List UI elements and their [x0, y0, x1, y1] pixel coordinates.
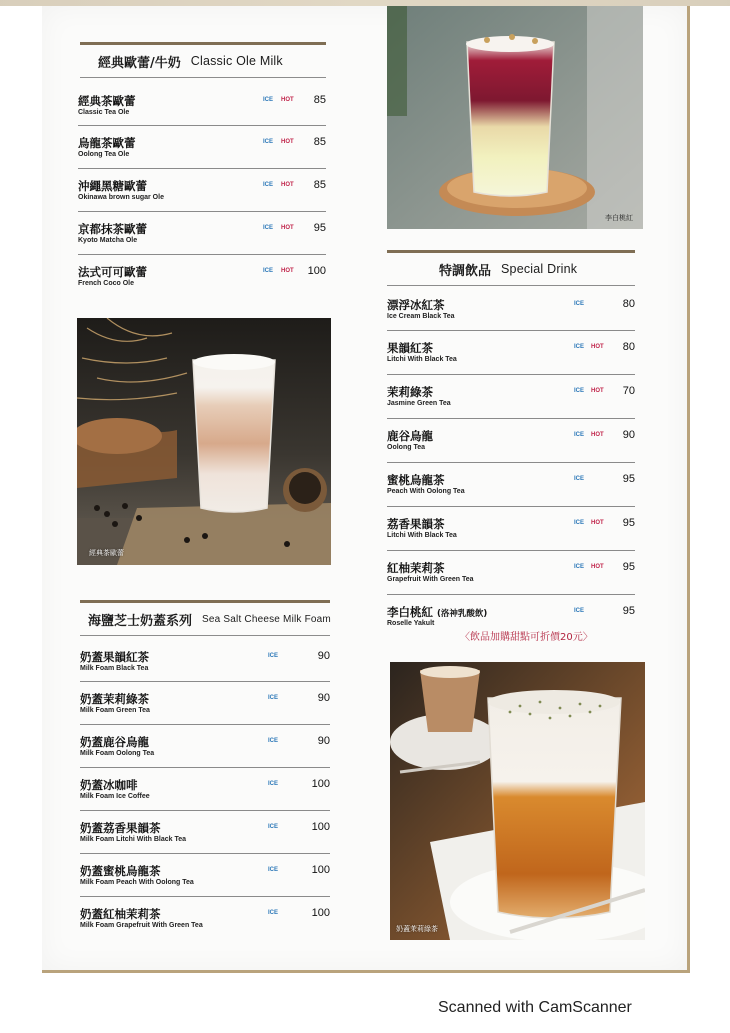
dessert-discount-note: 〈飲品加購甜點可折價20元〉: [460, 632, 593, 643]
ice-badge: ICE: [268, 695, 279, 701]
list-item: [387, 419, 635, 463]
roselle-yakult-photo: [387, 6, 643, 229]
classic-ole-title-zh: 經典歐蕾/牛奶: [98, 55, 181, 71]
item-name-zh: 漂浮冰紅茶: [387, 298, 445, 312]
item-price: 95: [622, 517, 635, 529]
layered-drink-image: [387, 6, 643, 229]
item-name-en: Milk Foam Grapefruit With Green Tea: [80, 922, 203, 929]
item-price: 90: [317, 650, 330, 662]
ice-badge: ICE: [263, 182, 274, 188]
classic-ole-header: [80, 42, 326, 78]
item-name-en: Milk Foam Ice Coffee: [80, 793, 150, 800]
ice-badge: ICE: [268, 653, 279, 659]
item-price: 85: [313, 136, 326, 148]
list-item: [78, 212, 326, 255]
item-name-zh: 烏龍茶歐蕾: [78, 136, 136, 150]
ice-badge: ICE: [268, 824, 279, 830]
ice-badge: ICE: [263, 97, 274, 103]
hot-badge: HOT: [281, 139, 294, 145]
hot-badge: HOT: [281, 182, 294, 188]
milk-foam-header: [80, 600, 330, 636]
list-item: [78, 169, 326, 212]
item-name-zh: 奶蓋果韻紅茶: [80, 650, 149, 664]
list-item: [80, 811, 330, 854]
special-drink-title-zh: 特調飲品: [439, 263, 492, 279]
roselle-photo-caption: 李白桃紅: [605, 214, 633, 222]
ice-badge: ICE: [574, 476, 585, 482]
list-item: [387, 507, 635, 551]
item-name-zh: 法式可可歐蕾: [78, 265, 147, 279]
item-name-en: Milk Foam Oolong Tea: [80, 750, 155, 757]
item-price: 80: [622, 298, 635, 310]
item-price: 85: [313, 94, 326, 106]
classic-tea-ole-photo: [77, 318, 331, 565]
item-name-zh: 鹿谷烏龍: [387, 429, 433, 443]
item-name-en: Milk Foam Green Tea: [80, 707, 150, 714]
item-name-en: Litchi With Black Tea: [387, 532, 457, 539]
item-price: 95: [622, 473, 635, 485]
list-item: [80, 854, 330, 897]
item-price: 85: [313, 179, 326, 191]
list-item: [387, 331, 635, 375]
ice-badge: ICE: [263, 268, 274, 274]
item-name-zh: 奶蓋荔香果韻茶: [80, 821, 161, 835]
list-item: [387, 551, 635, 595]
item-price: 80: [622, 341, 635, 353]
item-name-en: Milk Foam Black Tea: [80, 665, 149, 672]
item-name-zh: 荔香果韻茶: [387, 517, 445, 531]
item-name-zh: 奶蓋鹿谷烏龍: [80, 735, 149, 749]
classic-ole-list: [78, 84, 326, 297]
item-name-zh: 京都抹茶歐蕾: [78, 222, 147, 236]
item-name-en: French Coco Ole: [78, 280, 135, 287]
foam-photo-caption: 奶蓋茉莉綠茶: [396, 925, 438, 933]
hot-badge: HOT: [281, 97, 294, 103]
item-name-en: Milk Foam Litchi With Black Tea: [80, 836, 186, 843]
ice-badge: ICE: [268, 781, 279, 787]
ice-badge: ICE: [268, 867, 279, 873]
scanner-watermark: Scanned with CamScanner: [438, 999, 632, 1016]
ice-badge: ICE: [574, 388, 585, 394]
item-price: 90: [317, 735, 330, 747]
item-name-zh: 紅柚茉莉茶: [387, 561, 445, 575]
item-name-en: Classic Tea Ole: [78, 109, 130, 116]
ice-badge: ICE: [574, 564, 585, 570]
ice-badge: ICE: [263, 225, 274, 231]
milk-foam-title-en: Sea Salt Cheese Milk Foam: [202, 613, 331, 625]
classic-ole-title-en: Classic Ole Milk: [190, 54, 283, 68]
item-price: 95: [313, 222, 326, 234]
item-name-en: Kyoto Matcha Ole: [78, 237, 138, 244]
item-name-zh: 奶蓋蜜桃烏龍茶: [80, 864, 161, 878]
item-name-zh: 經典茶歐蕾: [78, 94, 136, 108]
item-name-en: Oolong Tea Ole: [78, 151, 130, 158]
hot-badge: HOT: [591, 432, 604, 438]
item-name-en: Roselle Yakult: [387, 620, 435, 627]
list-item: [387, 288, 635, 331]
hot-badge: HOT: [591, 388, 604, 394]
ice-badge: ICE: [574, 608, 585, 614]
item-name-zh: 沖繩黑糖歐蕾: [78, 179, 147, 193]
hot-badge: HOT: [591, 344, 604, 350]
item-name-en: Milk Foam Peach With Oolong Tea: [80, 879, 194, 886]
special-drink-header: [387, 250, 635, 286]
item-price: 95: [622, 605, 635, 617]
item-name-en: Grapefruit With Green Tea: [387, 576, 474, 583]
item-name-zh: 蜜桃烏龍茶: [387, 473, 445, 487]
list-item: [80, 640, 330, 682]
item-name-zh: 茉莉綠茶: [387, 385, 433, 399]
hot-badge: HOT: [591, 520, 604, 526]
item-name-en: Peach With Oolong Tea: [387, 488, 465, 495]
hot-badge: HOT: [591, 564, 604, 570]
list-item: [387, 375, 635, 419]
item-price: 100: [311, 907, 330, 919]
item-price: 70: [622, 385, 635, 397]
item-name-zh-note: (洛神乳酸飲): [437, 609, 488, 619]
list-item: [387, 463, 635, 507]
list-item: [80, 725, 330, 768]
ice-badge: ICE: [574, 520, 585, 526]
hot-badge: HOT: [281, 268, 294, 274]
item-price: 90: [317, 692, 330, 704]
item-name-en: Jasmine Green Tea: [387, 400, 451, 407]
item-name-zh-main: 李白桃紅: [387, 605, 433, 619]
item-price: 100: [311, 864, 330, 876]
list-item: [80, 897, 330, 939]
ice-badge: ICE: [268, 910, 279, 916]
item-name-en: Ice Cream Black Tea: [387, 313, 455, 320]
latte-glass-image: [77, 318, 331, 565]
ice-badge: ICE: [574, 301, 585, 307]
item-price: 100: [311, 821, 330, 833]
item-name-en: Oolong Tea: [387, 444, 425, 451]
special-drink-title-en: Special Drink: [501, 262, 578, 276]
item-name-en: Litchi With Black Tea: [387, 356, 457, 363]
item-name-zh: 果韻紅茶: [387, 341, 433, 355]
list-item: [80, 682, 330, 725]
menu-page: [42, 6, 690, 973]
item-name-zh: [387, 604, 487, 620]
item-price: 95: [622, 561, 635, 573]
item-price: 100: [311, 778, 330, 790]
item-name-zh: 奶蓋紅柚茉莉茶: [80, 907, 161, 921]
classic-photo-caption: 經典茶歐蕾: [89, 549, 124, 557]
milk-foam-tea-image: [390, 662, 645, 940]
ice-badge: ICE: [268, 738, 279, 744]
item-name-zh: 奶蓋茉莉綠茶: [80, 692, 149, 706]
list-item: [80, 768, 330, 811]
ice-badge: ICE: [574, 344, 585, 350]
item-price: 90: [622, 429, 635, 441]
milk-foam-list: [80, 640, 330, 939]
item-name-en: Okinawa brown sugar Ole: [78, 194, 164, 201]
item-name-zh: 奶蓋冰咖啡: [80, 778, 138, 792]
ice-badge: ICE: [574, 432, 585, 438]
ice-badge: ICE: [263, 139, 274, 145]
milk-foam-title-zh: 海鹽芝士奶蓋系列: [88, 613, 193, 629]
special-drink-list: [387, 288, 635, 635]
item-price: 100: [307, 265, 326, 277]
list-item: [78, 84, 326, 126]
list-item: [78, 255, 326, 297]
hot-badge: HOT: [281, 225, 294, 231]
list-item: [78, 126, 326, 169]
milk-foam-jasmine-photo: [390, 662, 645, 940]
